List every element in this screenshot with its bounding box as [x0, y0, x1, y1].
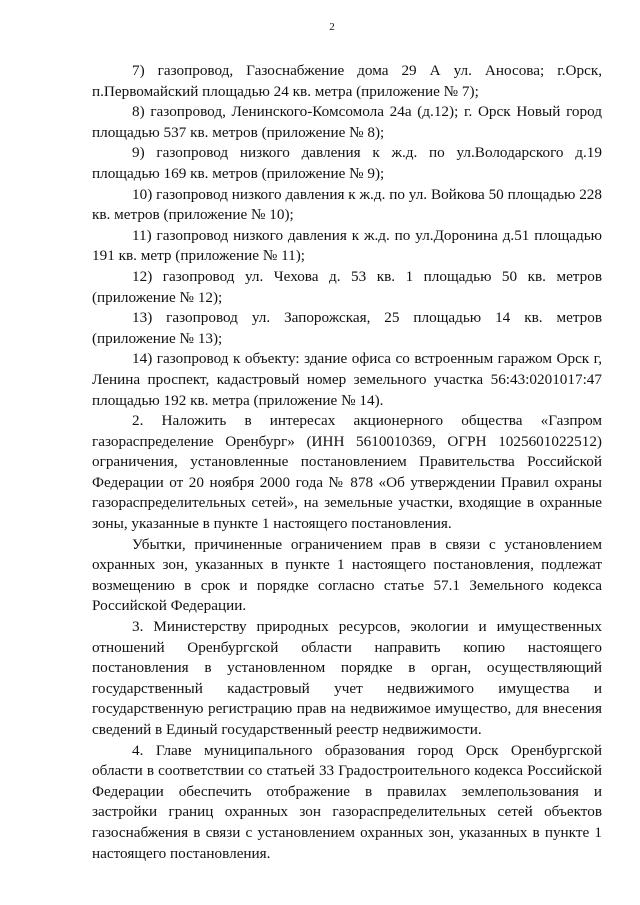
paragraph-item-9: 9) газопровод низкого давления к ж.д. по ул.Володарского д.19 площадью 169 кв. метров (приложение № 9); [92, 144, 602, 182]
paragraph-item-12: 12) газопровод ул. Чехова д. 53 кв. 1 площадью 50 кв. метров (приложение № 12); [92, 267, 602, 306]
paragraph-clause-4: 4. Главе муниципального образования город Орск Оренбургской области в соответствии со статьей 33 Градостроительного кодекса Российской Федерации обеспечить отображение в правилах землепользования и застройки границ охранных зон газораспределительных сетей объектов газоснабжения в связи с установлением охранных зон, указанных в пункте 1 настоящего постановления. [92, 741, 602, 862]
paragraph-clause-3: 3. Министерству природных ресурсов, экологии и имущественных отношений Оренбургской области направить копию настоящего постановления в установленном порядке в орган, осуществляющий государственный кадастровый учет недвижимого имущества и государственную регистрацию прав на недвижимое имущество, для внесения сведений в Единый государственный реестр недвижимости. [92, 618, 602, 738]
paragraph-clause-2: 2. Наложить в интересах акционерного общества «Газпром газораспределение Оренбург» (ИНН 5610010369, ОГРН 1025601022512) ограничения, установленные постановлением Правительства Российской Федерации от 20 ноября 2000 года № 878 «Об утверждении Правил охраны газораспределительных сетей», на земельные участки, входящие в охранные зоны, указанные в пункте 1 настоящего постановления. [92, 412, 602, 533]
page-number: 2 [329, 21, 335, 33]
paragraph-item-8: 8) газопровод, Ленинского-Комсомола 24а (д.12); г. Орск Новый город площадью 537 кв. метров (приложение № 8); [92, 103, 602, 141]
paragraph-item-13: 13) газопровод ул. Запорожская, 25 площадью 14 кв. метров (приложение № 13); [92, 309, 602, 347]
paragraph-item-11: 11) газопровод низкого давления к ж.д. по ул.Доронина д.51 площадью 191 кв. метр (приложение № 11); [92, 226, 602, 265]
paragraph-item-7: 7) газопровод, Газоснабжение дома 29 А ул. Аносова; г.Орск, п.Первомайский площадью 24 кв. метра (приложение № 7); [92, 62, 602, 100]
paragraph-losses: Убытки, причиненные ограничением прав в связи с установлением охранных зон, указанных в пункте 1 настоящего постановления, подлежат возмещению в срок и порядке согласно статье 57.1 Земельного кодекса Российской Федерации. [92, 535, 602, 615]
paragraph-item-10: 10) газопровод низкого давления к ж.д. по ул. Войкова 50 площадью 228 кв. метров (приложение № 10); [92, 185, 602, 224]
paragraph-item-14: 14) газопровод к объекту: здание офиса со встроенным гаражом Орск г, Ленина проспект, кадастровый номер земельного участка 56:43:0201017:47 площадью 192 кв. метра (приложение № 14). [92, 350, 602, 409]
